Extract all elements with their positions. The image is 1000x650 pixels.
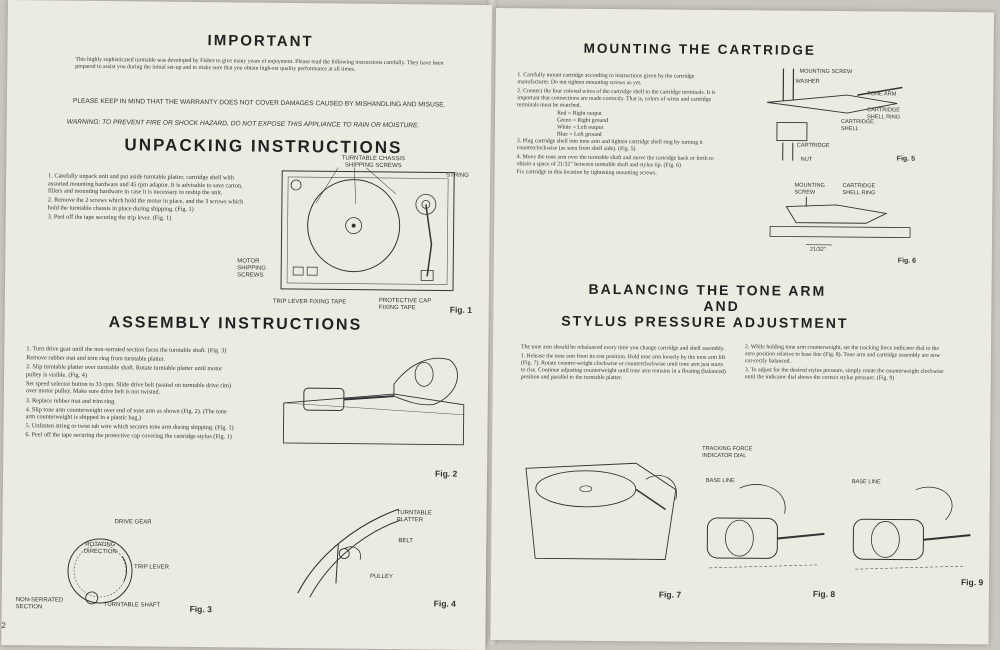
nut-label: NUT bbox=[801, 157, 813, 164]
base-line-label-fig8: BASE LINE bbox=[706, 478, 735, 485]
balancing-left-text bbox=[521, 344, 726, 384]
unpacking-step: 3. Peel off the tape securing the trip lever. (Fig. 1) bbox=[48, 213, 253, 223]
balancing-heading-1: BALANCING THE TONE ARM bbox=[588, 281, 826, 299]
unpacking-heading: UNPACKING INSTRUCTIONS bbox=[124, 135, 402, 158]
fig4-caption: Fig. 4 bbox=[434, 598, 456, 608]
mounting-step: 1. Carefully mount cartridge according to instructions given by the cartridge manufacturer. Do not tighten mounting screws as yet. bbox=[517, 72, 722, 88]
mounting-step: Fix cartridge in this location by tightening mounting screws. bbox=[517, 169, 722, 178]
wire-color-item: White = Left output bbox=[557, 125, 722, 133]
assembly-step: 5. Unfasten string or twist tab wire which secures tone arm during shipping. (Fig. 1) bbox=[25, 423, 235, 433]
cartridge-label: CARTRIDGE bbox=[797, 143, 830, 150]
fig8-tracking-dial-illustration bbox=[699, 478, 830, 589]
fig7-balancing-illustration bbox=[515, 448, 686, 579]
balancing-heading-2: AND bbox=[703, 298, 739, 314]
fig9-caption: Fig. 9 bbox=[961, 577, 983, 587]
shell-ring-label: CARTRIDGE SHELL RING bbox=[867, 107, 907, 121]
assembly-step: 2. Slip turntable platter over turntable shaft. Rotate turntable platter until motor pulley is visible. (Fig. 4) bbox=[26, 363, 236, 380]
right-page bbox=[490, 8, 993, 644]
fig1-turntable-illustration bbox=[275, 163, 466, 305]
rotating-direction-label: ROTATING DIRECTION bbox=[78, 542, 122, 556]
fig4-belt-illustration bbox=[288, 493, 409, 604]
unpacking-steps bbox=[48, 172, 254, 224]
mounting-screw-label: MOUNTING SCREW bbox=[799, 69, 852, 76]
drive-gear-label: DRIVE GEAR bbox=[114, 519, 151, 526]
fig7-caption: Fig. 7 bbox=[659, 589, 681, 599]
fig8-caption: Fig. 8 bbox=[813, 589, 835, 599]
important-heading: IMPORTANT bbox=[207, 32, 313, 50]
balancing-intro: The tone arm should be rebalanced every time you change cartridge and shell assembly. bbox=[521, 344, 726, 353]
belt-label: BELT bbox=[398, 538, 413, 545]
turntable-shaft-label: TURNTABLE SHAFT bbox=[104, 602, 161, 610]
mounting-step: 4. Move the tone arm over the turntable shaft and move the cartridge back or forth to obtain a space of 21/32" between turntable shaft and stylus tip. (Fig. 6) bbox=[517, 154, 722, 170]
left-page bbox=[1, 0, 492, 650]
balancing-right-text bbox=[745, 344, 945, 384]
cap-tape-label: PROTECTIVE CAP FIXING TAPE bbox=[379, 298, 443, 313]
assembly-step: Remove rubber mat and trim ring from turntable platter. bbox=[26, 354, 236, 364]
assembly-heading: ASSEMBLY INSTRUCTIONS bbox=[109, 314, 363, 335]
fig3-caption: Fig. 3 bbox=[190, 604, 212, 614]
balancing-step: 3. To adjust for the desired stylus pressure, simply rotate the counterweight clockwise until the indicator dial shows the correct stylus pressure. (Fig. 9) bbox=[745, 367, 945, 383]
fig6-alignment-illustration bbox=[766, 186, 917, 257]
unpacking-step: 2. Remove the 2 screws which hold the motor in place, and the 3 screws which hold the turntable chassis in place during shipping. (Fig. 1) bbox=[48, 197, 253, 214]
mounting-steps bbox=[517, 72, 723, 179]
fig2-counterweight-illustration bbox=[273, 333, 474, 465]
wire-color-item: Green = Right ground bbox=[557, 118, 722, 126]
wire-color-list bbox=[517, 110, 722, 140]
base-line-label-fig9: BASE LINE bbox=[852, 479, 881, 486]
assembly-step: 1. Turn drive gear until the non-serrated section faces the turntable shaft. (Fig. 3) bbox=[26, 345, 236, 355]
page-number: 2 bbox=[1, 622, 6, 629]
balancing-step: 2. While holding tone arm counterweight, set the tracking force indicator dial to the zero position relative to base line (Fig. 8). Tone arm and cartridge assembly are now cor-rectly balanced. bbox=[745, 344, 945, 367]
assembly-step: 6. Peel off the tape securing the protective cap covering the cartridge stylus (Fig. 1) bbox=[25, 432, 235, 442]
unpacking-step: 1. Carefully unpack unit and put aside turntable platter, cartridge shell with assorted mounting hardware and 45 rpm adaptor. It is advisable to save carton, fillers and mounting hardware in case it is necessary to reship the unit. bbox=[48, 172, 253, 197]
cartridge-shell-label: CARTRIDGE SHELL bbox=[841, 119, 881, 133]
warranty-note: PLEASE KEEP IN MIND THAT THE WARRANTY DOES NOT COVER DAMAGES CAUSED BY MISHANDLING AND MISUSE. bbox=[73, 98, 463, 110]
assembly-step: 4. Slip tone arm counterweight over end of tone arm as shown (Fig. 2). (The tone arm counterweight is shipped in a plastic bag.) bbox=[26, 406, 236, 423]
pulley-label: PULLEY bbox=[370, 574, 393, 581]
mounting-step: 2. Connect the four colored wires of the cartridge shell to the cartridge terminals. It is important that connections are made correctly. That is, colors of wires and cartridge terminals must be matched. bbox=[517, 88, 722, 111]
wire-color-item: Red = Right output bbox=[557, 111, 722, 119]
balancing-step: 1. Release the tone arm from its rest position. Hold tone arm loosely by the tone arm lift (Fig. 7). Rotate counter-weight clockwise or counterclockwise until tone arm just starts to rise. Continue adjusting counterweight until tone arm remains in a floating (balanced) position and parallel to the turntable platter. bbox=[521, 353, 726, 383]
tracking-dial-label: TRACKING FORCE INDICATOR DIAL bbox=[702, 446, 782, 461]
mounting-heading: MOUNTING THE CARTRIDGE bbox=[584, 41, 816, 58]
chassis-screws-label: TURNTABLE CHASSIS SHIPPING SCREWS bbox=[328, 155, 418, 170]
assembly-steps bbox=[25, 345, 236, 443]
mounting-step: 3. Plug cartridge shell into tone arm and tighten cartridge shell ring by turning it counterclockwise (as seen from shell side). (Fig. 5) bbox=[517, 138, 722, 154]
fig2-caption: Fig. 2 bbox=[435, 468, 457, 478]
fig6-caption: Fig. 6 bbox=[898, 258, 916, 265]
wire-color-item: Blue = Left ground bbox=[557, 132, 722, 140]
fig6-mounting-screw-label: MOUNTING SCREW bbox=[794, 183, 834, 197]
important-intro: This highly sophisticated turntable was developed by Fisher to give many years of enjoyment. Please read the following instructions carefully. They have been prepared to assist you during the initial set-up and to make sure that you obtain high-est quality performance at all times. bbox=[75, 57, 460, 75]
platter-label: TURNTABLE PLATTER bbox=[397, 510, 447, 525]
balancing-heading-3: STYLUS PRESSURE ADJUSTMENT bbox=[561, 313, 848, 332]
non-serrated-label: NON-SERRATED SECTION bbox=[16, 597, 74, 612]
fig6-shell-ring-label: CARTRIDGE SHELL RING bbox=[842, 183, 892, 197]
warning-note: WARNING: TO PREVENT FIRE OR SHOCK HAZARD, DO NOT EXPOSE THIS APPLIANCE TO RAIN OR MOISTURE. bbox=[67, 119, 467, 131]
fig9-stylus-pressure-illustration bbox=[845, 479, 976, 590]
fig5-caption: Fig. 5 bbox=[897, 156, 915, 163]
washer-label: WASHER bbox=[795, 79, 819, 86]
tone-arm-label: TONE ARM bbox=[867, 91, 907, 98]
assembly-step: Set speed selector button to 33 rpm. Slide drive belt (seated on turntable drive rim) over motor pulley. Make sure drive belt is not twisted. bbox=[26, 380, 236, 397]
fig1-caption: Fig. 1 bbox=[450, 305, 472, 315]
trip-lever-label: TRIP LEVER bbox=[134, 564, 169, 571]
string-label: STRING bbox=[446, 173, 469, 180]
motor-screws-label: MOTOR SHIPPING SCREWS bbox=[237, 258, 277, 279]
fig6-dimension-label: 21/32" bbox=[810, 247, 826, 254]
trip-tape-label: TRIP LEVER FIXING TAPE bbox=[273, 299, 346, 307]
assembly-step: 3. Replace rubber mat and trim ring. bbox=[26, 397, 236, 407]
